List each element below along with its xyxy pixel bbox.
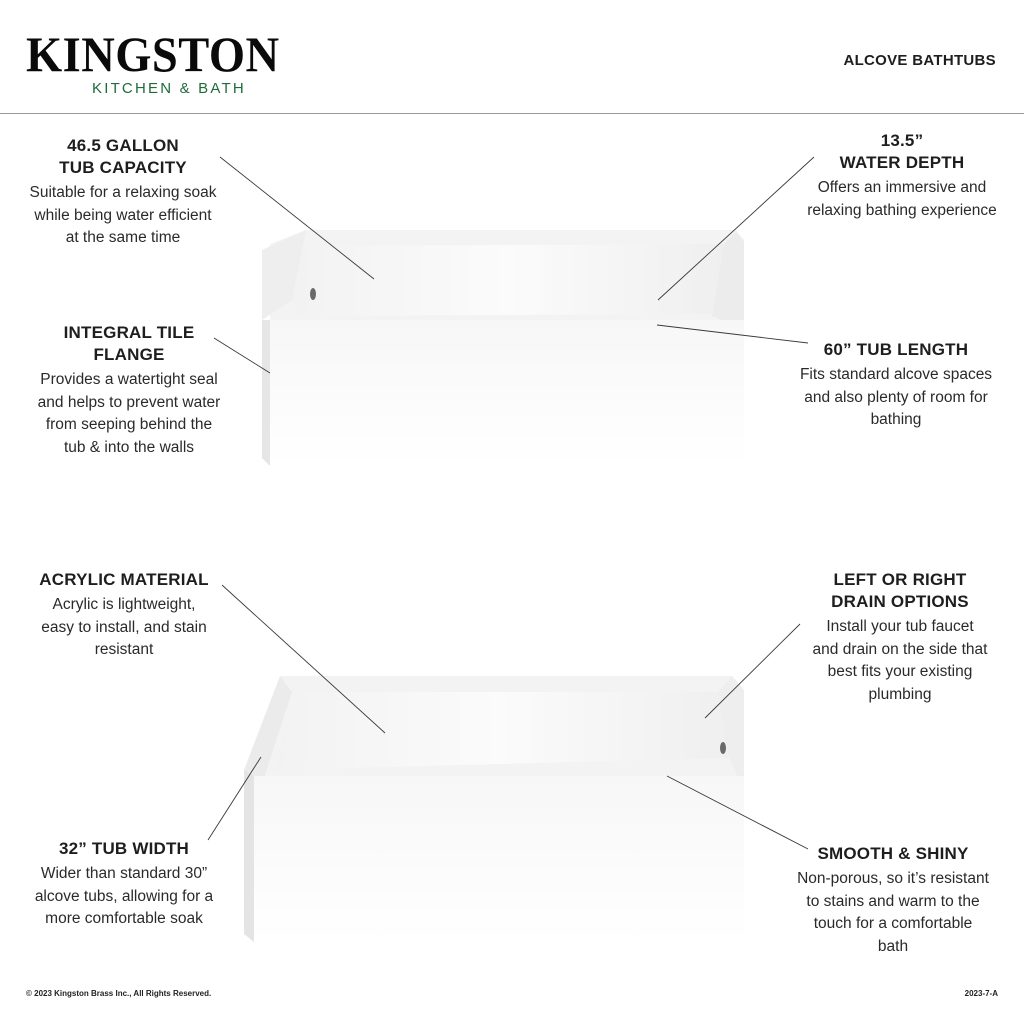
feature-drain (780, 569, 1020, 706)
category-label: ALCOVE BATHTUBS (843, 52, 996, 69)
document-code: 2023-7-A (964, 989, 998, 998)
tub-top-drain-icon (310, 288, 316, 300)
feature-width (14, 838, 234, 931)
feature-depth-desc: Offers an immersive and relaxing bathing experience (807, 179, 997, 219)
feature-finish-title: SMOOTH & SHINY (817, 844, 969, 863)
tub-bottom-apron-side (244, 770, 254, 942)
feature-width-title: 32” TUB WIDTH (58, 839, 190, 858)
tub-bottom-apron (254, 776, 744, 942)
brand-tagline: KITCHEN & BATH (92, 80, 246, 97)
tub-top-apron-side (262, 320, 270, 466)
feature-width-desc: Wider than standard 30” alcove tubs, allowing for a more comfortable soak (34, 865, 214, 927)
feature-material-desc: Acrylic is lightweight, easy to install, and stain resistant (41, 596, 207, 658)
feature-flange-title: INTEGRAL TILE FLANGE (63, 323, 195, 364)
feature-flange (14, 322, 244, 459)
feature-finish-desc: Non-porous, so it’s resistant to stains and warm to the touch for a comfortable bath (797, 870, 989, 955)
feature-length (776, 339, 1016, 432)
bathtub-bottom-image (244, 676, 744, 942)
tub-bottom-drain-icon (720, 742, 726, 754)
feature-material (14, 569, 234, 662)
feature-finish (778, 843, 1008, 958)
brand-logo: KINGSTON (26, 26, 280, 82)
feature-drain-desc: Install your tub faucet and drain on the side that best fits your existing plumbing (812, 618, 988, 703)
feature-capacity-title: 46.5 GALLON TUB CAPACITY (59, 136, 187, 177)
feature-flange-desc: Provides a watertight seal and helps to prevent water from seeping behind the tub & into the walls (37, 371, 221, 456)
feature-depth (782, 130, 1022, 222)
bathtub-top-image (262, 230, 744, 466)
feature-depth-title: 13.5” WATER DEPTH (839, 131, 965, 172)
feature-length-title: 60” TUB LENGTH (823, 340, 969, 359)
feature-drain-title: LEFT OR RIGHT DRAIN OPTIONS (831, 570, 969, 611)
feature-capacity (18, 135, 228, 250)
tub-bottom-basin (270, 692, 730, 770)
tub-top-basin (292, 244, 724, 316)
copyright-text: © 2023 Kingston Brass Inc., All Rights Reserved. (26, 989, 212, 998)
feature-material-title: ACRYLIC MATERIAL (39, 570, 209, 589)
feature-length-desc: Fits standard alcove spaces and also plenty of room for bathing (799, 366, 993, 428)
feature-capacity-desc: Suitable for a relaxing soak while being water efficient at the same time (29, 184, 217, 246)
tub-top-apron (270, 320, 744, 466)
